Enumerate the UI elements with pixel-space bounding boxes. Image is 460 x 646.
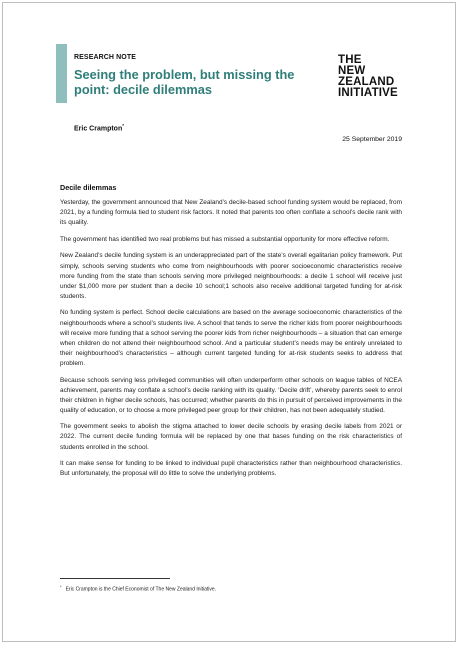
footnote-mark: * — [60, 584, 62, 589]
body-paragraph: No funding system is perfect. School decile calculations are based on the average socioeconomic characteristics of the neighbourhoods where a school’s students live. A school that tends to serve the richer kids from poorer neighbourhoods will receive more funding that a school serving the poorer kids from richer neighbourhoods – a situation that can emerge when children do not attend their neighbourhood school. And a particular student’s needs may be entirely unrelated to their neighbourhood’s characteristics – although current targeted funding for at-risk students seeks to address that problem. — [60, 309, 402, 367]
body-paragraph: Because schools serving less privileged communities will often underperform other schools on league tables of NCEA achievement, parents may conflate a school’s decile ranking with its quality. ‘Decile drift’, whereby parents seek to enrol their children in higher decile schools, has occurred; whether parents do this in pursuit of perceived improvements in the quality of education, or to choose a more privileged peer group for their children, has not been adequately studied. — [60, 376, 402, 414]
section-heading: Decile dilemmas — [60, 183, 117, 192]
document-title: Seeing the problem, but missing the point: decile dilemmas — [74, 67, 295, 97]
logo-line: THE — [338, 54, 362, 66]
body-paragraph: Yesterday, the government announced that New Zealand’s decile-based school funding system would be replaced, from 2021, by a funding formula tied to student risk factors. It noted that parents too often conflate a school’s decile rank with its quality. — [60, 199, 402, 227]
footnote — [60, 583, 400, 594]
logo-line: INITIATIVE — [338, 87, 398, 99]
logo-line: NEW ZEALAND — [338, 65, 395, 88]
body-paragraph: The government seeks to abolish the stigma attached to lower decile schools by erasing decile labels from 2021 or 2022. The current decile funding formula will be replaced by one that bases funding on the risk characteristics of students enrolled in the school. — [60, 423, 402, 451]
body-paragraph: New Zealand’s decile funding system is an underappreciated part of the state’s overall egalitarian policy framework. Put simply, schools serving students who come from neighbourhoods with poorer socioeconomic characteristics receive more funding from the state than schools serving more privileged neighbourhoods: a decile 1 school will receive just under $1,000 more per student than a decile 10 school;1 schools also receive additional targeted funding for at-risk students. — [60, 252, 402, 300]
author-byline — [74, 123, 124, 132]
author-footnote-mark: * — [122, 123, 124, 128]
article-body — [60, 183, 402, 486]
author-name: Eric Crampton — [74, 125, 123, 133]
title-accent-bar — [56, 44, 67, 103]
document-kicker: RESEARCH NOTE — [74, 54, 136, 61]
publication-date: 25 September 2019 — [342, 136, 402, 143]
body-paragraph: The government has identified two real problems but has missed a substantial opportunity for more effective reform. — [60, 235, 390, 243]
footnote-text: Eric Crampton is the Chief Economist of The New Zealand Initiative. — [65, 586, 217, 593]
footnote-divider — [60, 578, 170, 579]
body-paragraph: It can make sense for funding to be linked to individual pupil characteristics rather than neighbourhood characteristics. But unfortunately, the proposal will do little to solve the underlying problems. — [60, 460, 402, 478]
organization-logo — [338, 55, 408, 99]
